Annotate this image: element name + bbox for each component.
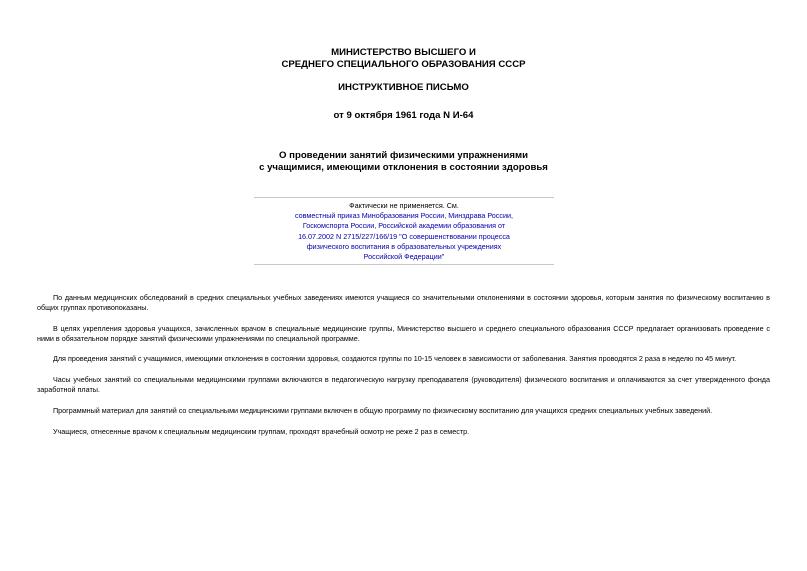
- body-paragraph-2: В целях укрепления здоровья учащихся, зачисленных врачом в специальные медицинские группы, Министерство высшего и среднего специального образования СССР предлагает организовать проведение с ними в обязательном порядке занятий физическими упражнениями по специальной программе.: [37, 324, 770, 344]
- status-notice-box: [254, 197, 554, 265]
- body-paragraph-6: Учащиеся, отнесенные врачом к специальным медицинским группам, проходят врачебный осмотр не реже 2 раз в семестр.: [53, 427, 470, 436]
- status-notice-text: Фактически не применяется. См.: [349, 201, 459, 210]
- document-subject: [0, 150, 807, 173]
- body-paragraph-1: По данным медицинских обследований в средних специальных учебных заведениях имеются учащиеся со значительными отклонениями в состоянии здоровья, которым занятия по физическому воспитанию в общих группах противопоказаны.: [37, 293, 770, 313]
- document-type: ИНСТРУКТИВНОЕ ПИСЬМО: [338, 82, 469, 93]
- reference-link-line-3[interactable]: 16.07.2002 N 2715/227/166/19 "О совершенствовании процесса: [298, 231, 510, 241]
- subject-line-2: с учащимися, имеющими отклонения в состоянии здоровья: [259, 161, 548, 173]
- reference-link-line-4[interactable]: физического воспитания в образовательных учреждениях: [306, 241, 502, 251]
- document-date-number: от 9 октября 1961 года N И-64: [333, 110, 474, 121]
- reference-link-line-5[interactable]: Российской Федерации": [363, 252, 445, 262]
- ministry-heading: [0, 47, 807, 70]
- reference-link-line-2[interactable]: Госкомспорта России, Российской академии образования от: [302, 221, 506, 231]
- subject-line-1: О проведении занятий физическими упражнениями: [279, 150, 528, 161]
- body-paragraph-3: Для проведения занятий с учащимися, имеющими отклонения в состоянии здоровья, создаются группы по 10-15 человек в зависимости от заболевания. Занятия проводятся 2 раза в неделю по 45 минут.: [53, 354, 737, 363]
- body-paragraph-4: Часы учебных занятий со специальными медицинскими группами включаются в педагогическую нагрузку преподавателя (руководителя) физического воспитания и оплачиваются за счет утвержденного фонда заработной платы.: [37, 375, 770, 395]
- body-paragraph-5: Программный материал для занятий со специальными медицинскими группами включен в общую программу по физическому воспитанию для учащихся средних специальных учебных заведений.: [53, 406, 713, 415]
- ministry-line-1: МИНИСТЕРСТВО ВЫСШЕГО И: [331, 47, 476, 58]
- ministry-line-2: СРЕДНЕГО СПЕЦИАЛЬНОГО ОБРАЗОВАНИЯ СССР: [281, 58, 526, 70]
- reference-link-line-1[interactable]: совместный приказ Минобразования России, Минздрава России,: [294, 211, 514, 221]
